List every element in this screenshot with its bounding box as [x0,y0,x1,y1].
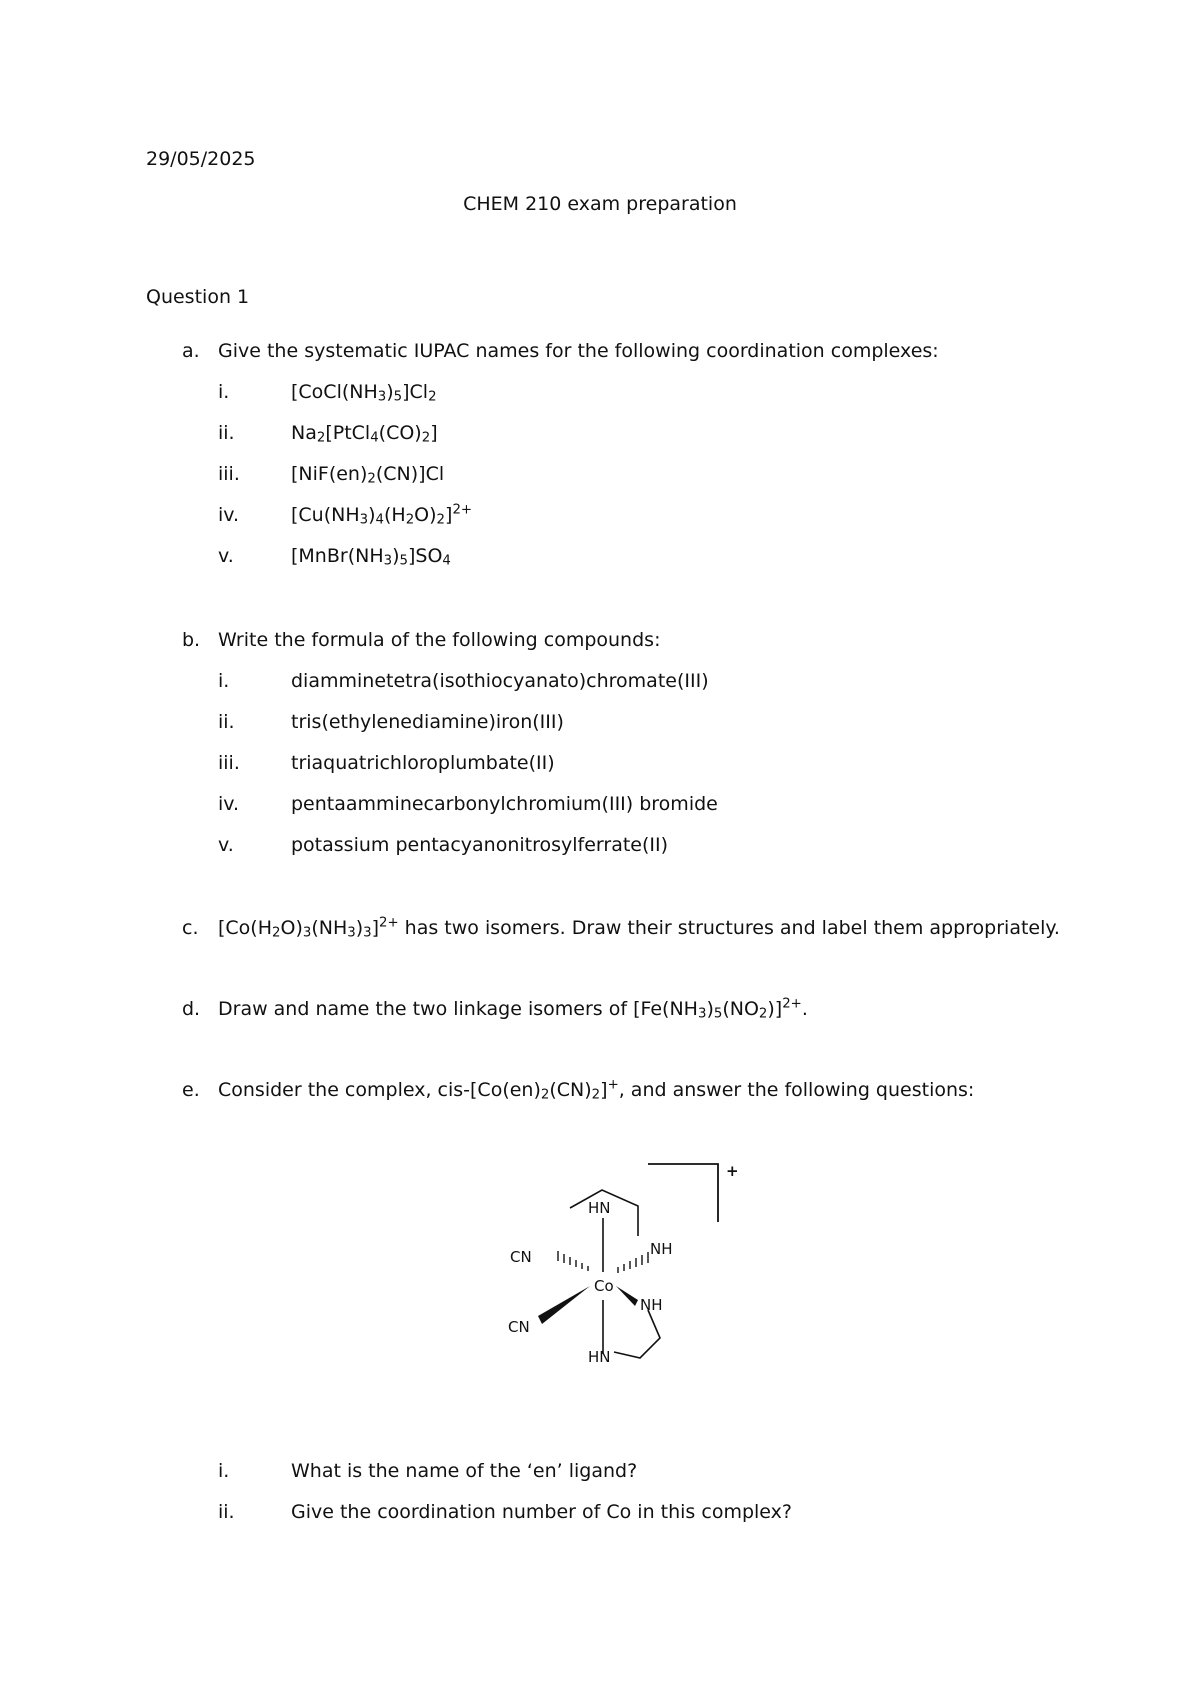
item-number: i. [218,1460,230,1482]
part-label: b. [182,629,201,651]
formula: $[CoCl(NH_3)_5]Cl_2$ [291,381,437,405]
part-text-suffix: has two isomers. Draw their structures and label them appropriately. [398,917,1060,939]
page-title: CHEM 210 exam preparation [463,193,737,215]
formula: $[Cu(NH_3)_4(H_2O)_2]^{2+}$ [291,502,473,528]
question-text: Give the coordination number of Co in this complex? [291,1501,792,1523]
part-text: Give the systematic IUPAC names for the following coordination complexes: [218,340,939,362]
part-text [218,998,808,1020]
en-ring-bottom [614,1310,660,1358]
formula: $[Fe(NH_3)_5(NO_2)]^{2+}$. [633,996,808,1022]
item-number: iv. [218,793,240,815]
part-label: d. [182,998,201,1020]
compound-name: tris(ethylenediamine)iron(III) [291,711,564,733]
charge-bracket [648,1164,718,1222]
item-number: ii. [218,711,235,733]
item-number: i. [218,670,230,692]
compound-name: triaquatrichloroplumbate(II) [291,752,555,774]
part-text [218,917,1060,939]
formula: $[Co(en)_2(CN)_2]^+$ [470,1077,619,1103]
date: 29/05/2025 [146,148,256,170]
atom-label: HN [588,1348,611,1366]
atom-label: NH [640,1296,663,1314]
atom-label: HN [588,1199,611,1217]
atom-label: CN [510,1248,532,1266]
item-number: i. [218,381,230,403]
formula: $[MnBr(NH_3)_5]SO_4$ [291,545,451,569]
part-text-prefix: Consider the complex, cis- [218,1079,471,1101]
formula: $Na_2[PtCl_4(CO)_2]$ [291,422,438,446]
complex-structure-diagram [490,1150,750,1390]
item-number: v. [218,834,234,856]
item-number: v. [218,545,234,567]
atom-label: NH [650,1240,673,1258]
question-text: What is the name of the ‘en’ ligand? [291,1460,638,1482]
part-label: a. [182,340,200,362]
hashed-bond-nh [618,1252,648,1273]
part-label: c. [182,917,199,939]
part-text [218,1079,974,1101]
hashed-bond-cn [558,1251,588,1271]
item-number: ii. [218,422,235,444]
formula: $[Co(H_2O)_3(NH_3)_3]^{2+}$ [218,915,399,941]
question-heading: Question 1 [146,286,250,308]
metal-label: Co [594,1277,614,1295]
item-number: iii. [218,463,240,485]
formula: $[NiF(en)_2(CN)]Cl$ [291,463,445,487]
part-text-prefix: Draw and name the two linkage isomers of [218,998,634,1020]
compound-name: pentaamminecarbonylchromium(III) bromide [291,793,718,815]
wedge-bond-cn [538,1286,590,1324]
part-text-suffix: , and answer the following questions: [618,1079,975,1101]
wedge-bond-nh [616,1286,638,1306]
item-number: iv. [218,504,240,526]
compound-name: diamminetetra(isothiocyanato)chromate(III) [291,670,709,692]
atom-label: CN [508,1318,530,1336]
compound-name: potassium pentacyanonitrosylferrate(II) [291,834,669,856]
item-number: iii. [218,752,240,774]
part-text: Write the formula of the following compounds: [218,629,661,651]
part-label: e. [182,1079,200,1101]
item-number: ii. [218,1501,235,1523]
charge-label: + [726,1162,739,1180]
